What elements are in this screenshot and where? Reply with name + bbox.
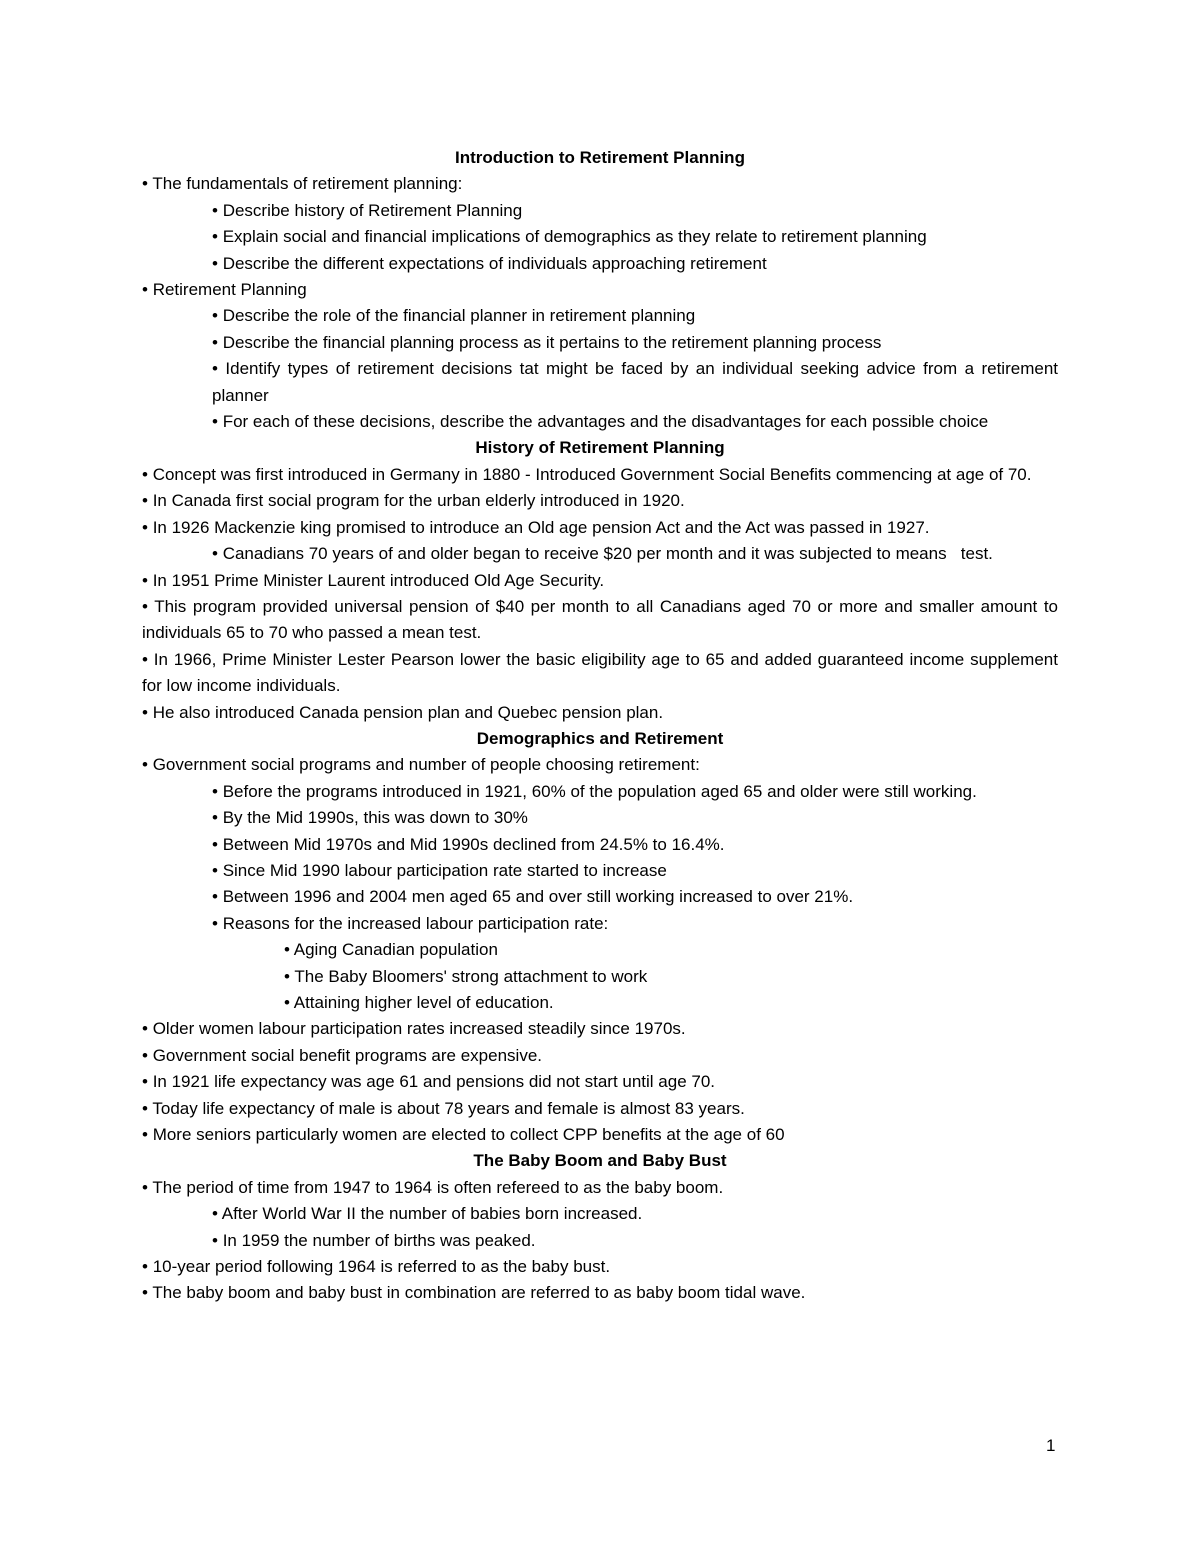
bullet-text: The fundamentals of retirement planning: [152,174,463,194]
bullet-text: Concept was first introduced in Germany in 1880 - Introduced Government Social Benefits commencing at age of 70. [152,464,1032,484]
bullet-item [142,1122,1058,1148]
bullet-icon: • [212,887,218,907]
bullet-text: For each of these decisions, describe the advantages and the disadvantages for each possible choice [222,412,989,432]
bullet-item [142,752,1058,778]
bullet-text: By the Mid 1990s, this was down to 30% [222,808,528,828]
section-heading: The Baby Boom and Baby Bust [473,1151,727,1171]
bullet-item [142,224,1058,250]
bullet-item [142,1228,1058,1254]
bullet-text: The Baby Bloomers' strong attachment to work [294,966,648,986]
bullet-text: Retirement Planning [152,280,307,300]
bullet-item [142,858,1058,884]
bullet-text: Canadians 70 years of and older began to receive $20 per month and it was subjected to means test. [222,544,993,564]
bullet-icon: • [212,332,218,352]
bullet-item [142,409,1058,435]
bullet-item [142,541,1058,567]
bullet-icon: • [284,993,290,1012]
bullet-text: Between Mid 1970s and Mid 1990s declined from 24.5% to 16.4%. [222,834,725,854]
bullet-item [142,1096,1058,1122]
bullet-text: Describe history of Retirement Planning [222,200,523,220]
bullet-item [142,594,1063,647]
bullet-icon: • [142,1045,148,1065]
bullet-item [142,330,1058,356]
bullet-item [142,198,1058,224]
bullet-icon: • [142,280,148,300]
bullet-icon: • [212,913,218,933]
bullet-item [142,647,1063,700]
bullet-item [142,964,1058,990]
bullet-item [142,700,1058,726]
bullet-text: Identify types of retirement decisions tat might be faced by an individual seeking advice from a retirement planner [212,359,1063,405]
bullet-text: Since Mid 1990 labour participation rate started to increase [222,860,667,880]
bullet-text: Government social benefit programs are expensive. [152,1045,542,1065]
bullet-icon: • [142,1283,148,1303]
bullet-item [142,1175,1058,1201]
bullet-item [142,832,1058,858]
bullet-icon: • [142,755,148,775]
bullet-icon: • [142,517,148,537]
bullet-icon: • [142,649,148,669]
bullet-item [142,303,1058,329]
bullet-text: This program provided universal pension of $40 per month to all Canadians aged 70 or more and smaller amount to individuals 65 to 70 who passed a mean test. [142,596,1063,643]
bullet-text: Reasons for the increased labour participation rate: [222,913,609,933]
bullet-icon: • [212,781,218,801]
bullet-item [142,1069,1058,1095]
bullet-text: Today life expectancy of male is about 78 years and female is almost 83 years. [152,1098,745,1118]
bullet-item [142,488,1058,514]
bullet-text: More seniors particularly women are elected to collect CPP benefits at the age of 60 [152,1125,785,1145]
page-number: 1 [1046,1436,1056,1455]
bullet-item [142,171,1058,197]
bullet-icon: • [142,174,148,194]
bullet-icon: • [212,359,218,379]
bullet-text: Describe the financial planning process as it pertains to the retirement planning process [222,332,882,352]
bullet-icon: • [212,544,218,564]
bullet-icon: • [212,306,218,326]
section-heading: Introduction to Retirement Planning [455,148,745,167]
bullet-icon: • [142,1019,148,1039]
bullet-icon: • [212,834,218,854]
bullet-text: Older women labour participation rates increased steadily since 1970s. [152,1019,686,1039]
bullet-item [142,937,1058,963]
bullet-item [142,779,1058,805]
bullet-icon: • [212,860,218,880]
bullet-icon: • [212,1230,218,1250]
bullet-item [142,356,1063,409]
bullet-text: Government social programs and number of people choosing retirement: [152,755,700,775]
bullet-item [142,277,1058,303]
bullet-icon: • [142,491,148,511]
bullet-text: In 1966, Prime Minister Lester Pearson lower the basic eligibility age to 65 and added guaranteed income supplement for low income individuals. [142,649,1063,696]
bullet-item [142,805,1058,831]
bullet-text: Describe the role of the financial planner in retirement planning [222,306,696,326]
bullet-item [142,884,1058,910]
document-body [142,145,1063,1307]
bullet-icon: • [212,1204,218,1224]
bullet-text: Attaining higher level of education. [293,993,554,1012]
bullet-text: Between 1996 and 2004 men aged 65 and over still working increased to over 21%. [222,887,854,907]
bullet-icon: • [212,808,218,828]
bullet-text: In Canada first social program for the urban elderly introduced in 1920. [152,491,685,511]
bullet-icon: • [142,570,148,590]
bullet-icon: • [142,464,148,484]
bullet-item [142,251,1058,277]
bullet-icon: • [284,940,290,960]
bullet-text: Aging Canadian population [293,940,498,960]
bullet-text: Explain social and financial implications of demographics as they relate to retirement planning [222,227,927,247]
bullet-icon: • [142,702,148,722]
bullet-icon: • [212,412,218,432]
bullet-item [142,1280,1058,1306]
bullet-item [142,515,1058,541]
bullet-icon: • [142,1072,148,1092]
bullet-item [142,911,1058,937]
bullet-text: After World War II the number of babies born increased. [221,1204,643,1224]
bullet-text: The baby boom and baby bust in combination are referred to as baby boom tidal wave. [152,1283,806,1303]
section-heading: History of Retirement Planning [475,438,725,458]
bullet-icon: • [142,596,148,616]
bullet-icon: • [212,227,218,247]
section-heading: Demographics and Retirement [476,728,724,748]
bullet-text: 10-year period following 1964 is referred to as the baby bust. [152,1257,611,1277]
bullet-icon: • [142,1257,148,1277]
bullet-icon: • [212,253,218,273]
bullet-item [142,568,1058,594]
bullet-text: He also introduced Canada pension plan and Quebec pension plan. [152,702,664,722]
bullet-text: Describe the different expectations of individuals approaching retirement [222,253,767,273]
bullet-icon: • [284,966,290,986]
bullet-item [142,1201,1058,1227]
bullet-icon: • [212,200,218,220]
bullet-item [142,1016,1058,1042]
bullet-icon: • [142,1125,148,1145]
bullet-item [142,1254,1058,1280]
bullet-icon: • [142,1177,148,1197]
bullet-item [142,462,1058,488]
bullet-text: In 1921 life expectancy was age 61 and pensions did not start until age 70. [152,1072,716,1092]
bullet-text: Before the programs introduced in 1921, 60% of the population aged 65 and older were still working. [222,781,977,801]
bullet-icon: • [142,1098,148,1118]
bullet-item [142,990,1058,1016]
bullet-text: The period of time from 1947 to 1964 is often refereed to as the baby boom. [152,1177,724,1197]
bullet-text: In 1951 Prime Minister Laurent introduced Old Age Security. [152,570,605,590]
bullet-item [142,1043,1058,1069]
bullet-text: In 1959 the number of births was peaked. [222,1230,536,1250]
bullet-text: In 1926 Mackenzie king promised to introduce an Old age pension Act and the Act was passed in 1927. [152,517,930,537]
